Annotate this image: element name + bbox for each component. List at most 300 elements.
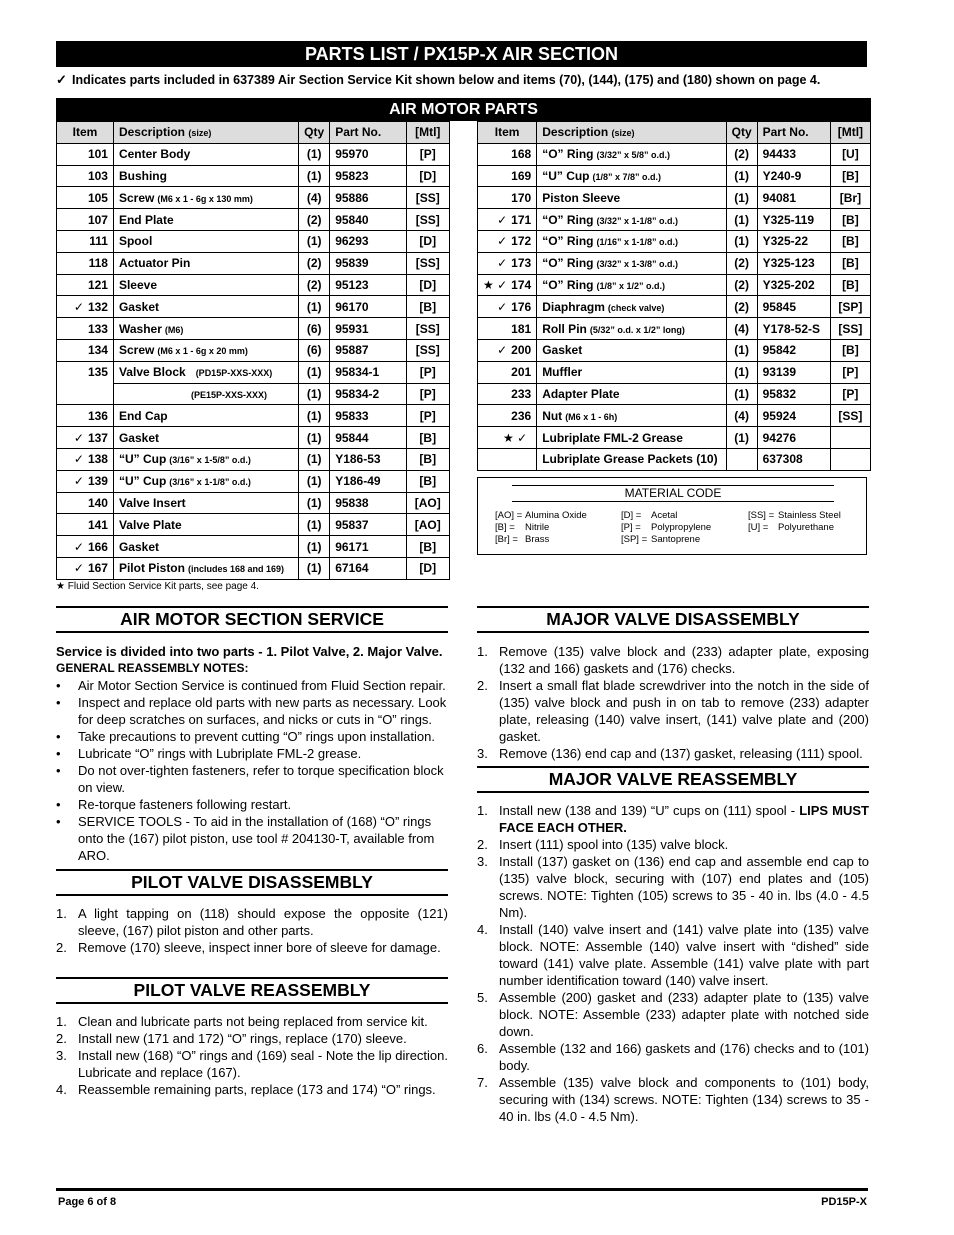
- pilot-reassembly-text: [56, 1013, 448, 1098]
- qty-cell: (6): [299, 339, 330, 361]
- description-text: Screw: [118, 343, 155, 358]
- material-name: Polypropylene: [651, 522, 712, 533]
- item-cell: [57, 296, 114, 318]
- part-number-cell: 95845: [757, 296, 830, 318]
- description-cell: [537, 143, 726, 165]
- table-header-row: [57, 122, 450, 144]
- step-text: Insert (111) spool into (135) valve block.: [499, 837, 729, 852]
- item-cell: [478, 209, 537, 231]
- material-code-entry: [495, 534, 587, 546]
- model-number: PD15P-X: [821, 1196, 867, 1208]
- size-text: (3/32” x 1-1/8” o.d.): [596, 215, 679, 226]
- description-text: “U” Cup: [118, 474, 167, 489]
- part-number-cell: 95123: [330, 274, 406, 296]
- size-text: (check valve): [607, 302, 665, 313]
- step-text: Install new (168) “O” rings and (169) seal - Note the lip direction. Lubricate and replace (167).: [78, 1048, 448, 1080]
- part-number-cell: 95838: [330, 492, 406, 514]
- material-cell: [P]: [406, 361, 449, 383]
- kit-mark-icon: ✓: [497, 343, 508, 358]
- list-item: 3. Remove (136) end cap and (137) gasket, releasing (111) spool.: [477, 746, 863, 761]
- item-number: 201: [511, 365, 532, 380]
- description-cell: [113, 536, 298, 558]
- material-cell: [SS]: [406, 318, 449, 340]
- material-cell: [B]: [830, 274, 870, 296]
- qty-cell: (1): [299, 492, 330, 514]
- item-number: 118: [88, 256, 108, 271]
- qty-cell: (2): [299, 274, 330, 296]
- step-text: Remove (136) end cap and (137) gasket, releasing (111) spool.: [499, 746, 863, 761]
- description-text: Gasket: [542, 343, 583, 358]
- description-text: “O” Ring: [542, 234, 594, 249]
- step-text: Install new (171 and 172) “O” rings, replace (170) sleeve.: [78, 1031, 407, 1046]
- item-number: 172: [511, 234, 532, 249]
- size-text: (PE15P-XXS-XXX): [190, 389, 267, 400]
- part-number-cell: 94276: [757, 427, 830, 449]
- material-cell: [B]: [406, 470, 449, 492]
- material-cell: [830, 427, 870, 449]
- item-cell: [57, 318, 114, 340]
- description-text: Nut: [542, 408, 563, 423]
- material-name: Brass: [525, 534, 550, 545]
- qty-cell: (2): [299, 252, 330, 274]
- table-row: [57, 296, 450, 318]
- part-number-cell: Y186-49: [330, 470, 406, 492]
- description-cell: [113, 318, 298, 340]
- material-code: [P] =: [621, 522, 641, 533]
- description-text: Gasket: [118, 299, 159, 314]
- qty-cell: (1): [299, 361, 330, 383]
- qty-cell: (2): [299, 209, 330, 231]
- qty-cell: (1): [726, 230, 757, 252]
- qty-cell: (1): [299, 230, 330, 252]
- pilot-reassembly-steps: [56, 1013, 448, 1098]
- description-cell: [113, 339, 298, 361]
- item-number: 169: [511, 168, 532, 183]
- item-cell: [57, 514, 114, 536]
- part-number-cell: 95844: [330, 427, 406, 449]
- kit-mark-icon: ★ ✓: [483, 277, 508, 292]
- description-text: Diaphragm: [542, 299, 605, 314]
- item-number: 103: [87, 168, 108, 183]
- kit-note-text: Indicates parts included in 637389 Air Section Service Kit shown below and items (70), (144), (175) and (180) shown on page 4.: [72, 73, 821, 87]
- major-reassembly-text: [477, 802, 869, 1125]
- bullet-icon: •: [56, 763, 61, 778]
- item-cell: [57, 187, 114, 209]
- qty-cell: (4): [299, 187, 330, 209]
- qty-cell: (6): [299, 318, 330, 340]
- bullet-icon: •: [56, 678, 61, 693]
- qty-cell: (1): [299, 557, 330, 579]
- description-text: Pilot Piston: [118, 561, 185, 576]
- part-number-cell: 95839: [330, 252, 406, 274]
- table-row: [478, 383, 871, 405]
- item-cell: [57, 274, 114, 296]
- kit-mark-icon: ✓: [497, 299, 508, 314]
- item-cell: [57, 339, 114, 361]
- item-cell: [57, 143, 114, 165]
- part-number-cell: 96293: [330, 230, 406, 252]
- list-item: 5. Assemble (200) gasket and (233) adapter plate to (135) valve block. NOTE: Assemble (233) adapter plate with notched side down.: [477, 990, 869, 1039]
- description-text: Valve Plate: [118, 517, 182, 532]
- table-row: [478, 318, 871, 340]
- major-reassembly-steps: [477, 802, 869, 1125]
- header-qty: Qty: [726, 122, 757, 144]
- item-cell: [478, 274, 537, 296]
- description-cell: [537, 230, 726, 252]
- table-header-row: [478, 122, 871, 144]
- table-row: [57, 557, 450, 579]
- pilot-disassembly-text: [56, 905, 448, 956]
- size-text: (3/16” x 1-5/8” o.d.): [169, 455, 251, 466]
- item-number: 138: [87, 452, 108, 467]
- header-description: Description (size): [113, 122, 298, 144]
- qty-cell: (1): [726, 383, 757, 405]
- part-number-cell: 95840: [330, 209, 406, 231]
- part-number-cell: 93139: [757, 361, 830, 383]
- part-number-cell: 95834-1: [330, 361, 406, 383]
- table-row: [57, 536, 450, 558]
- step-text: Install (140) valve insert and (141) valve plate into (135) valve block. NOTE: Assemble (140) valve insert with “dished” side toward (141) valve plate. Assemble (141) valve plate with part number identification toward (140) valve insert.: [499, 922, 869, 988]
- qty-cell: (1): [726, 361, 757, 383]
- material-cell: [P]: [406, 383, 449, 405]
- material-code-title: MATERIAL CODE: [512, 485, 834, 502]
- size-text: (M6 x 1 - 6g x 20 mm): [157, 346, 248, 357]
- part-number-cell: 96171: [330, 536, 406, 558]
- material-cell: [AO]: [406, 514, 449, 536]
- section-pilot-reassembly-title: PILOT VALVE REASSEMBLY: [56, 977, 448, 1004]
- material-code-entry: [621, 534, 711, 546]
- material-code: [AO] =: [495, 510, 523, 521]
- table-row: [57, 274, 450, 296]
- description-text: Lubriplate FML-2 Grease: [542, 430, 683, 445]
- part-number-cell: Y325-22: [757, 230, 830, 252]
- material-cell: [P]: [406, 405, 449, 427]
- size-text: (PD15P-XXS-XXX): [195, 368, 273, 379]
- material-name: Acetal: [651, 510, 678, 521]
- item-number: 168: [511, 147, 532, 162]
- item-number: 200: [511, 343, 532, 358]
- description-cell: [537, 448, 726, 470]
- part-number-cell: 67164: [330, 557, 406, 579]
- service-intro: Service is divided into two parts - 1. Pilot Valve, 2. Major Valve.: [56, 644, 443, 659]
- header-item: Item: [57, 122, 114, 144]
- description-text: Sleeve: [118, 277, 158, 292]
- kit-mark-icon: ★ ✓: [503, 430, 528, 445]
- description-cell: [537, 209, 726, 231]
- list-item: 1. Clean and lubricate parts not being replaced from service kit.: [56, 1014, 428, 1029]
- description-cell: [537, 383, 726, 405]
- list-item: 6. Assemble (132 and 166) gaskets and (176) checks and to (101) body.: [477, 1041, 869, 1073]
- part-number-cell: 95823: [330, 165, 406, 187]
- size-text: (1/8” x 7/8” o.d.): [592, 171, 662, 182]
- material-cell: [B]: [830, 209, 870, 231]
- size-text: (5/32” o.d. x 1/2” long): [589, 324, 685, 335]
- material-cell: [D]: [406, 557, 449, 579]
- major-disassembly-text: [477, 643, 869, 762]
- table-row: [57, 318, 450, 340]
- material-code-entry: [621, 510, 711, 522]
- item-cell: [57, 230, 114, 252]
- material-cell: [P]: [830, 361, 870, 383]
- description-cell: [113, 187, 298, 209]
- item-cell: [57, 470, 114, 492]
- part-number-cell: 95886: [330, 187, 406, 209]
- item-number: 173: [511, 256, 532, 271]
- description-text: Center Body: [118, 147, 191, 162]
- kit-mark-icon: ✓: [73, 474, 84, 489]
- description-cell: [537, 339, 726, 361]
- part-number-cell: 94433: [757, 143, 830, 165]
- description-cell: [537, 296, 726, 318]
- note-text: Inspect and replace old parts with new parts as necessary. Look for deep scratches on surfaces, and nicks or cuts in “O” rings.: [78, 695, 447, 727]
- item-cell: [57, 165, 114, 187]
- part-number-cell: 95931: [330, 318, 406, 340]
- description-text: “U” Cup: [118, 452, 167, 467]
- item-cell: [478, 318, 537, 340]
- description-cell: [537, 252, 726, 274]
- item-number: 167: [87, 561, 108, 576]
- item-cell: [478, 339, 537, 361]
- item-number: 135: [87, 365, 108, 380]
- step-text: Reassemble remaining parts, replace (173 and 174) “O” rings.: [78, 1082, 436, 1097]
- material-cell: [B]: [830, 339, 870, 361]
- description-cell: [537, 405, 726, 427]
- item-cell: [57, 383, 114, 405]
- item-cell: [57, 536, 114, 558]
- item-number: 105: [87, 190, 108, 205]
- list-item: [56, 694, 448, 728]
- item-number: 101: [87, 147, 108, 162]
- list-item: 2. Install new (171 and 172) “O” rings, replace (170) sleeve.: [56, 1031, 407, 1046]
- description-text: “O” Ring: [542, 212, 594, 227]
- size-text: (1/8” x 1/2” o.d.): [596, 280, 666, 291]
- material-cell: [830, 448, 870, 470]
- note-text: Lubricate “O” rings with Lubriplate FML-2 grease.: [78, 746, 362, 761]
- item-number: 136: [87, 408, 108, 423]
- material-cell: [D]: [406, 165, 449, 187]
- description-cell: [113, 514, 298, 536]
- description-cell: [537, 165, 726, 187]
- general-notes-list: [56, 677, 448, 864]
- notes-heading: GENERAL REASSEMBLY NOTES:: [56, 661, 249, 675]
- item-number: 121: [87, 277, 108, 292]
- description-cell: [113, 470, 298, 492]
- step-text: Insert a small flat blade screwdriver into the notch in the side of (135) valve block and push in on tab to remove (233) adapter plate, releasing (140) valve insert, (141) valve plate and (200) gasket.: [499, 678, 869, 744]
- page-number: Page 6 of 8: [58, 1196, 117, 1208]
- note-text: SERVICE TOOLS - To aid in the installation of (168) “O” rings onto the (167) pilot piston, use tool # 204130-T, available from ARO.: [78, 814, 435, 863]
- table-row: [57, 143, 450, 165]
- description-cell: [113, 209, 298, 231]
- item-number: 174: [511, 277, 532, 292]
- step-text: Assemble (135) valve block and components to (101) body, securing with (134) screws. NOTE: Tighten (134) screws to 35 - 40 in. lbs (4.0 - 4.5 Nm).: [499, 1075, 869, 1124]
- kit-mark-icon: ✓: [73, 430, 84, 445]
- description-cell: [113, 405, 298, 427]
- size-text: (includes 168 and 169): [187, 564, 285, 575]
- table-row: [478, 296, 871, 318]
- qty-cell: (1): [299, 143, 330, 165]
- qty-cell: (1): [726, 187, 757, 209]
- description-text: Gasket: [118, 539, 159, 554]
- table-row: [57, 209, 450, 231]
- step-text: Assemble (132 and 166) gaskets and (176) checks and to (101) body.: [499, 1041, 869, 1073]
- kit-mark-icon: ✓: [497, 256, 508, 271]
- size-text: (M6 x 1 - 6g x 130 mm): [157, 193, 253, 204]
- description-cell: [537, 187, 726, 209]
- description-text: Piston Sleeve: [542, 190, 621, 205]
- table-row: [57, 252, 450, 274]
- item-cell: [478, 252, 537, 274]
- description-text: Actuator Pin: [118, 256, 191, 271]
- material-name: Stainless Steel: [778, 510, 841, 521]
- table-row: [478, 274, 871, 296]
- item-number: 166: [87, 539, 108, 554]
- description-cell: [113, 448, 298, 470]
- qty-cell: [726, 448, 757, 470]
- parts-table-left: [56, 121, 450, 580]
- header-part-no: Part No.: [757, 122, 830, 144]
- part-number-cell: 95842: [757, 339, 830, 361]
- part-number-cell: 95887: [330, 339, 406, 361]
- qty-cell: (1): [299, 405, 330, 427]
- material-cell: [P]: [406, 143, 449, 165]
- step-text: Clean and lubricate parts not being replaced from service kit.: [78, 1014, 428, 1029]
- description-text: Spool: [118, 234, 153, 249]
- material-cell: [D]: [406, 274, 449, 296]
- material-name: Santoprene: [651, 534, 701, 545]
- table-row: [478, 339, 871, 361]
- step-text: Install (137) gasket on (136) end cap and assemble end cap to (135) valve block, securing with (107) end plates and (105) screws. NOTE: Tighten (105) screws to 35 - 40 in. lbs (4.0 - 4.5 Nm).: [499, 854, 869, 920]
- description-text: End Cap: [118, 408, 168, 423]
- material-code-entry: [748, 510, 841, 522]
- qty-cell: (1): [726, 165, 757, 187]
- item-cell: [57, 492, 114, 514]
- description-text: Washer: [118, 321, 162, 336]
- table-row: [478, 187, 871, 209]
- header-description: Description (size): [537, 122, 726, 144]
- item-number: 134: [87, 343, 108, 358]
- table-row: [478, 427, 871, 449]
- description-text: Bushing: [118, 168, 167, 183]
- description-cell: [113, 427, 298, 449]
- description-text: “O” Ring: [542, 256, 594, 271]
- list-item: 3. Install new (168) “O” rings and (169) seal - Note the lip direction. Lubricate and replace (167).: [56, 1048, 448, 1080]
- list-item: 2. Insert a small flat blade screwdriver into the notch in the side of (135) valve block and push in on tab to remove (233) adapter plate, releasing (140) valve insert, (141) valve plate and (200) gasket.: [477, 678, 869, 744]
- qty-cell: (1): [299, 165, 330, 187]
- description-cell: [537, 318, 726, 340]
- part-number-cell: 95837: [330, 514, 406, 536]
- material-cell: [B]: [406, 536, 449, 558]
- part-number-cell: Y325-123: [757, 252, 830, 274]
- item-cell: [57, 361, 114, 383]
- part-number-cell: Y186-53: [330, 448, 406, 470]
- material-cell: [SS]: [406, 252, 449, 274]
- parts-table-right: [477, 121, 871, 471]
- material-cell: [AO]: [406, 492, 449, 514]
- item-cell: [478, 187, 537, 209]
- part-number-cell: 96170: [330, 296, 406, 318]
- material-name: Nitrile: [525, 522, 550, 533]
- table-row: [57, 339, 450, 361]
- item-cell: [478, 427, 537, 449]
- description-cell: [113, 361, 298, 383]
- description-cell: [537, 427, 726, 449]
- item-number: 137: [87, 430, 108, 445]
- size-text: (3/32” x 1-3/8” o.d.): [596, 259, 679, 270]
- item-cell: [57, 209, 114, 231]
- note-text: Re-torque fasteners following restart.: [78, 797, 292, 812]
- table-row: [57, 230, 450, 252]
- table-row: [57, 514, 450, 536]
- qty-cell: (2): [726, 274, 757, 296]
- item-cell: [57, 448, 114, 470]
- kit-mark-icon: ✓: [497, 212, 508, 227]
- description-cell: [113, 492, 298, 514]
- description-cell: [113, 274, 298, 296]
- table-row: [57, 448, 450, 470]
- description-text: Valve Block: [118, 365, 186, 380]
- list-item: 4. Reassemble remaining parts, replace (173 and 174) “O” rings.: [56, 1082, 436, 1097]
- description-cell: [113, 143, 298, 165]
- qty-cell: (1): [299, 514, 330, 536]
- part-number-cell: 637308: [757, 448, 830, 470]
- material-code-column: [748, 510, 841, 534]
- description-cell: [537, 361, 726, 383]
- table-row: [57, 383, 450, 405]
- list-item: 4. Install (140) valve insert and (141) valve plate into (135) valve block. NOTE: Assemble (140) valve insert with “dished” side toward (141) valve plate. Assemble (141) valve plate with part number identification toward (140) valve insert.: [477, 922, 869, 988]
- air-motor-service-text: [56, 643, 448, 864]
- part-number-cell: 95834-2: [330, 383, 406, 405]
- qty-cell: (1): [726, 209, 757, 231]
- description-cell: [113, 383, 298, 405]
- material-cell: [SS]: [830, 405, 870, 427]
- material-cell: [B]: [830, 252, 870, 274]
- list-item: 2. Remove (170) sleeve, inspect inner bore of sleeve for damage.: [56, 940, 441, 955]
- material-cell: [B]: [406, 448, 449, 470]
- material-cell: [SS]: [406, 187, 449, 209]
- material-code-entry: [621, 522, 711, 534]
- kit-note: [56, 72, 867, 88]
- material-code: [SS] =: [748, 510, 775, 521]
- section-major-disassembly-title: MAJOR VALVE DISASSEMBLY: [477, 606, 869, 633]
- list-item: [56, 728, 448, 745]
- part-number-cell: 95970: [330, 143, 406, 165]
- item-number: 107: [87, 212, 108, 227]
- list-item: 1. A light tapping on (118) should expose the opposite (121) sleeve, (167) pilot piston and other parts.: [56, 906, 448, 938]
- material-cell: [SS]: [406, 209, 449, 231]
- pilot-disassembly-steps: [56, 905, 448, 956]
- size-text: (M6): [164, 324, 184, 335]
- note-text: Do not over-tighten fasteners, refer to torque specification block on view.: [78, 763, 444, 795]
- description-text: Roll Pin: [542, 321, 587, 336]
- fluid-kit-footnote: ★ Fluid Section Service Kit parts, see page 4.: [56, 581, 259, 592]
- bullet-icon: •: [56, 746, 61, 761]
- item-number: 141: [87, 517, 108, 532]
- size-text: (3/32” x 5/8” o.d.): [596, 150, 671, 161]
- list-item: 3. Install (137) gasket on (136) end cap and assemble end cap to (135) valve block, securing with (107) end plates and (105) screws. NOTE: Tighten (105) screws to 35 - 40 in. lbs (4.0 - 4.5 Nm).: [477, 854, 869, 920]
- material-cell: [SS]: [830, 318, 870, 340]
- table-row: [478, 252, 871, 274]
- description-cell: [113, 557, 298, 579]
- footer-rule: [56, 1188, 868, 1191]
- header-part-no: Part No.: [330, 122, 406, 144]
- bullet-icon: •: [56, 814, 61, 829]
- part-number-cell: Y325-119: [757, 209, 830, 231]
- item-cell: [57, 557, 114, 579]
- description-text: “U” Cup: [542, 168, 590, 183]
- item-cell: [478, 230, 537, 252]
- kit-mark-icon: ✓: [73, 539, 84, 554]
- list-item: 1. Remove (135) valve block and (233) adapter plate, exposing (132 and 166) gaskets and (176) checks.: [477, 644, 869, 676]
